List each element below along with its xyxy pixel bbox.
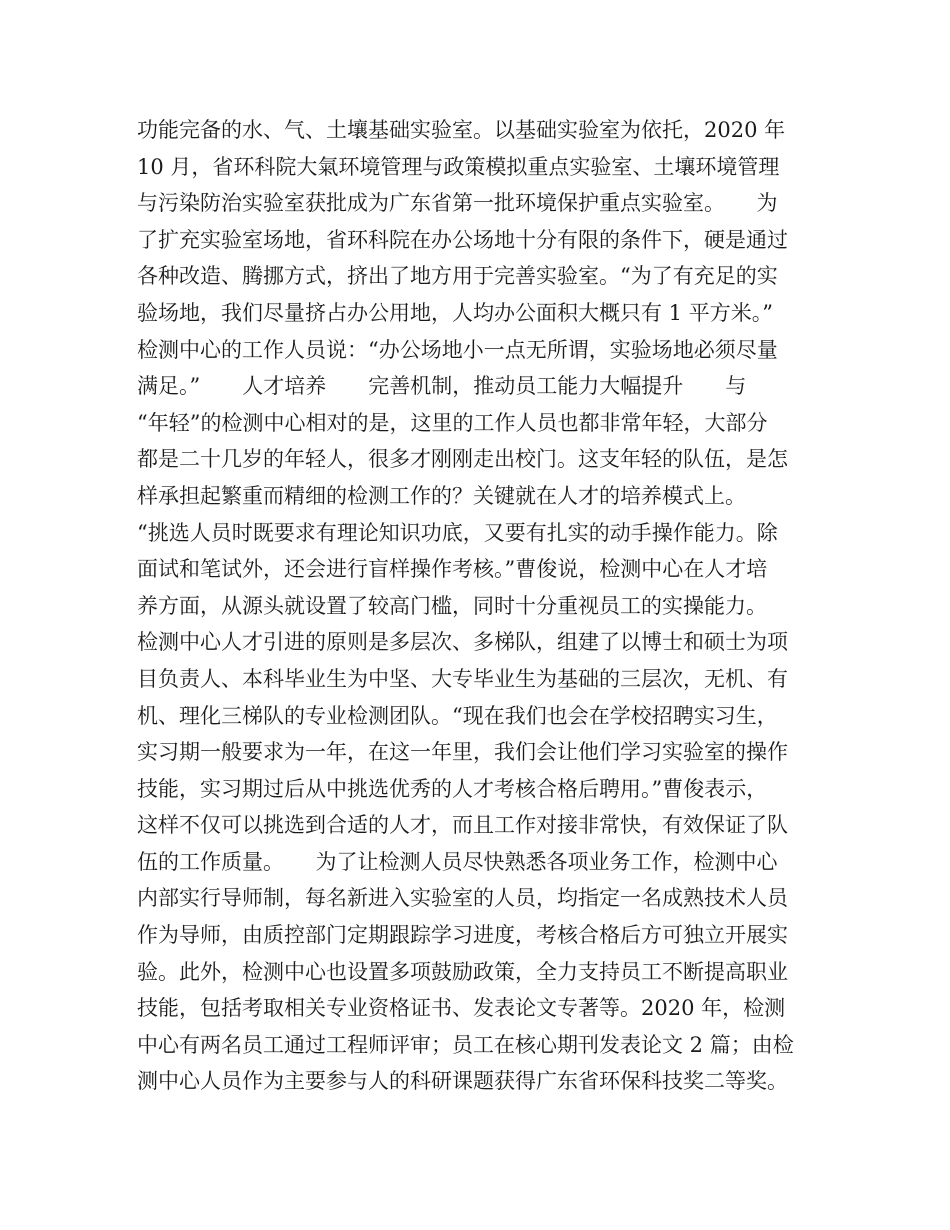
text-line: 满足。” 人才培养 完善机制，推动员工能力大幅提升 与 xyxy=(137,374,747,399)
text-line: 内部实行导师制，每名新进入实验室的人员，均指定一名成熟技术人员 xyxy=(137,886,788,911)
text-line: 了扩充实验室场地，省环科院在办公场地十分有限的条件下，硬是通过 xyxy=(137,227,788,252)
text-line: 测中心人员作为主要参与人的科研课题获得广东省环保科技奖二等奖。 xyxy=(137,1069,788,1094)
text-line: 检测中心人才引进的原则是多层次、多梯队，组建了以博士和硕士为项 xyxy=(137,630,788,655)
text-line: 与污染防治实验室获批成为广东省第一批环境保护重点实验室。 为 xyxy=(137,191,778,216)
text-line: 检测中心的工作人员说：“办公场地小一点无所谓，实验场地必须尽量 xyxy=(137,337,778,362)
text-line: 目负责人、本科毕业生为中坚、大专毕业生为基础的三层次，无机、有 xyxy=(137,666,788,691)
text-line: 面试和笔试外，还会进行盲样操作考核。”曹俊说，检测中心在人才培 xyxy=(137,557,768,582)
text-line: 作为导师，由质控部门定期跟踪学习进度，考核合格后方可独立开展实 xyxy=(137,923,788,948)
text-line: 验场地，我们尽量挤占办公用地，人均办公面积大概只有 1 平方米。” xyxy=(137,300,773,325)
text-line: 实习期一般要求为一年，在这一年里，我们会让他们学习实验室的操作 xyxy=(137,740,788,765)
text-line: 功能完备的水、气、土壤基础实验室。以基础实验室为依托，2020 年 xyxy=(137,118,786,142)
text-line: 这样不仅可以挑选到合适的人才，而且工作对接非常快，有效保证了队 xyxy=(137,813,788,838)
text-line: “年轻”的检测中心相对的是，这里的工作人员也都非常年轻，大部分 xyxy=(137,410,768,435)
text-line: 中心有两名员工通过工程师评审；员工在核心期刊发表论文 2 篇；由检 xyxy=(137,1032,794,1057)
text-line: 都是二十几岁的年轻人，很多才刚刚走出校门。这支年轻的队伍，是怎 xyxy=(137,447,788,472)
body-text xyxy=(137,112,827,1100)
text-line: 样承担起繁重而精细的检测工作的？关键就在人才的培养模式上。 xyxy=(137,483,778,508)
text-line: 10 月，省环科院大氣环境管理与政策模拟重点实验室、土壤环境管理 xyxy=(137,154,780,179)
text-line: “挑选人员时既要求有理论知识功底，又要有扎实的动手操作能力。除 xyxy=(137,520,778,545)
text-line: 各种改造、腾挪方式，挤出了地方用于完善实验室。“为了有充足的实 xyxy=(137,264,778,289)
text-line: 验。此外，检测中心也设置多项鼓励政策，全力支持员工不断提高职业 xyxy=(137,959,788,984)
text-line: 伍的工作质量。 为了让检测人员尽快熟悉各项业务工作，检测中心 xyxy=(137,849,778,874)
text-line: 技能，实习期过后从中挑选优秀的人才考核合格后聘用。”曹俊表示， xyxy=(137,776,768,801)
text-line: 机、理化三梯队的专业检测团队。“现在我们也会在学校招聘实习生， xyxy=(137,703,778,728)
text-line: 技能，包括考取相关专业资格证书、发表论文专著等。2020 年，检测 xyxy=(137,996,786,1021)
text-line: 养方面，从源头就设置了较高门槛，同时十分重视员工的实操能力。 xyxy=(137,593,778,618)
